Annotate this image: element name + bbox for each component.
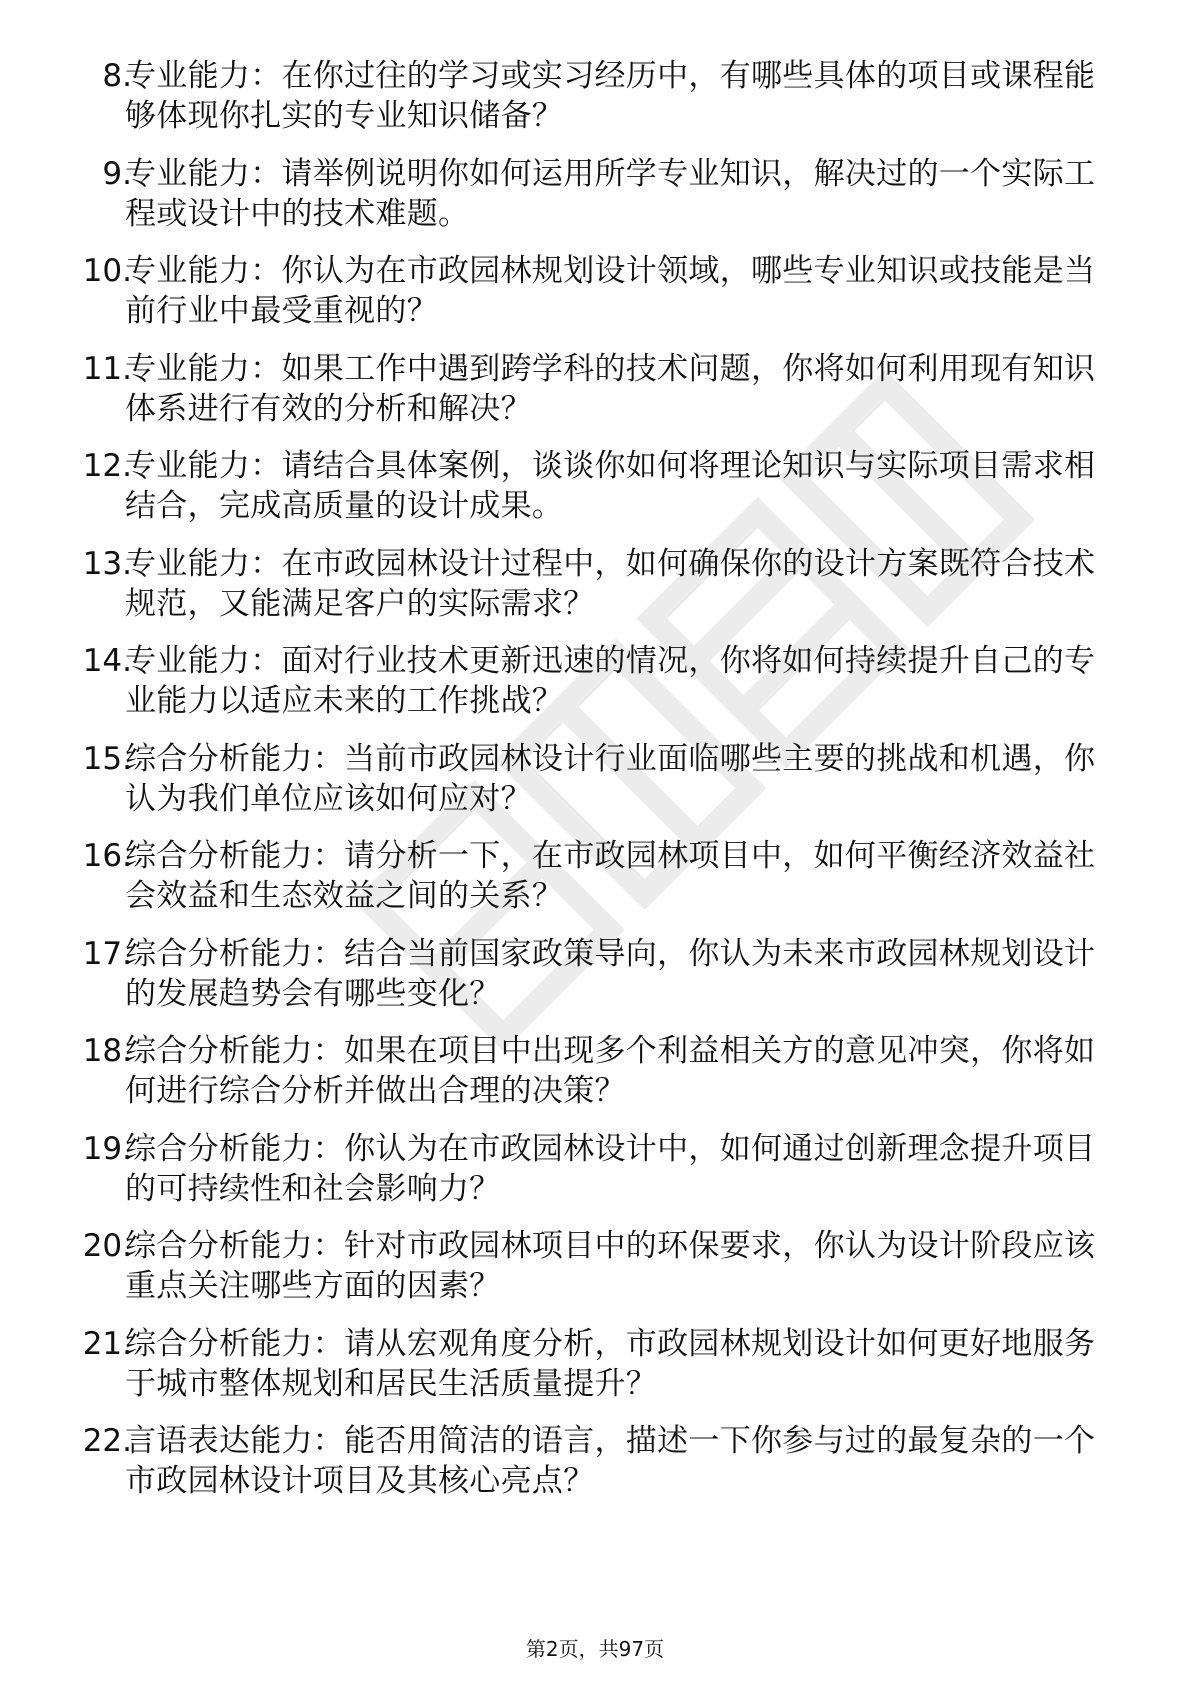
page-number-label: 第2页，共97页: [525, 1637, 665, 1661]
question-text: 综合分析能力：针对市政园林项目中的环保要求，你认为设计阶段应该重点关注哪些方面的因素？: [125, 1228, 1096, 1304]
question-number: 9.: [102, 155, 132, 192]
question-text: 综合分析能力：当前市政园林设计行业面临哪些主要的挑战和机遇，你认为我们单位应该如何应对？: [125, 740, 1096, 817]
question-item: [0, 536, 1190, 634]
question-item: [0, 1413, 1190, 1511]
question-number: 8.: [102, 58, 132, 94]
question-number: 19.: [82, 1130, 132, 1167]
question-number: 17.: [82, 935, 132, 972]
question-item: [0, 146, 1190, 244]
question-number: 15.: [82, 740, 132, 777]
question-text: 专业能力：如果工作中遇到跨学科的技术问题，你将如何利用现有知识体系进行有效的分析和解决？: [125, 350, 1096, 427]
question-item: [0, 1218, 1190, 1316]
question-number: 13.: [82, 545, 132, 582]
question-number: 12.: [82, 448, 132, 484]
question-item: [0, 48, 1190, 146]
question-text: 专业能力：面对行业技术更新迅速的情况，你将如何持续提升自己的专业能力以适应未来的工作挑战？: [125, 643, 1096, 719]
question-item: [0, 828, 1190, 926]
question-text: 综合分析能力：如果在项目中出现多个利益相关方的意见冲突，你将如何进行综合分析并做出合理的决策？: [125, 1033, 1096, 1109]
question-text: 综合分析能力：结合当前国家政策导向，你认为未来市政园林规划设计的发展趋势会有哪些变化？: [125, 935, 1096, 1012]
question-item: [0, 438, 1190, 536]
question-item: [0, 731, 1190, 829]
question-item: [0, 633, 1190, 731]
question-number: 18.: [82, 1033, 132, 1069]
question-text: 专业能力：你认为在市政园林规划设计领域，哪些专业知识或技能是当前行业中最受重视的？: [125, 253, 1096, 329]
question-item: [0, 926, 1190, 1024]
page-footer: [0, 1635, 1190, 1663]
question-number: 16.: [82, 838, 132, 874]
question-text: 专业能力：请结合具体案例，谈谈你如何将理论知识与实际项目需求相结合，完成高质量的设计成果。: [125, 448, 1096, 524]
question-text: 言语表达能力：能否用简洁的语言，描述一下你参与过的最复杂的一个市政园林设计项目及其核心亮点？: [125, 1423, 1096, 1499]
question-text: 综合分析能力：请从宏观角度分析，市政园林规划设计如何更好地服务于城市整体规划和居民生活质量提升？: [125, 1325, 1096, 1402]
question-number: 10.: [82, 253, 132, 289]
question-item: [0, 1023, 1190, 1121]
question-number: 14.: [82, 643, 132, 679]
question-item: [0, 341, 1190, 439]
question-text: 综合分析能力：请分析一下，在市政园林项目中，如何平衡经济效益社会效益和生态效益之间的关系？: [125, 838, 1096, 914]
question-item: [0, 1316, 1190, 1414]
question-item: [0, 1121, 1190, 1219]
question-number: 20.: [82, 1228, 132, 1264]
question-text: 专业能力：请举例说明你如何运用所学专业知识，解决过的一个实际工程或设计中的技术难题。: [125, 155, 1096, 232]
question-number: 21.: [82, 1325, 132, 1362]
question-number: 22.: [82, 1423, 132, 1459]
question-item: [0, 243, 1190, 341]
question-text: 专业能力：在市政园林设计过程中，如何确保你的设计方案既符合技术规范，又能满足客户的实际需求？: [125, 545, 1096, 622]
question-number: 11.: [82, 350, 132, 387]
question-text: 综合分析能力：你认为在市政园林设计中，如何通过创新理念提升项目的可持续性和社会影响力？: [125, 1130, 1096, 1207]
question-list: [0, 48, 1190, 1511]
question-text: 专业能力：在你过往的学习或实习经历中，有哪些具体的项目或课程能够体现你扎实的专业知识储备？: [125, 58, 1096, 134]
